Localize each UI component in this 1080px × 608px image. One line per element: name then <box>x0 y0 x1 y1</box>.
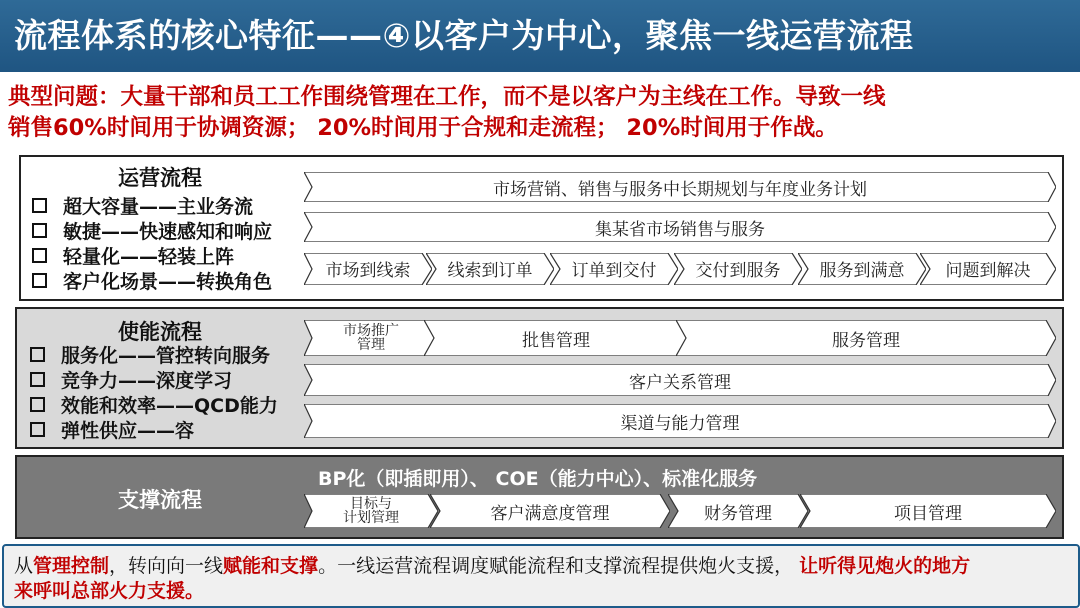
enabling-bullet: 竞争力——深度学习 <box>30 369 278 394</box>
enabling-title: 使能流程 <box>118 320 202 344</box>
chain-step: 线索到订单 <box>426 253 554 283</box>
chain-step: 订单到交付 <box>550 253 678 283</box>
enabling-bullet: 服务化——管控转向服务 <box>30 344 278 369</box>
process-service-mgmt: 服务管理 <box>676 320 1056 356</box>
checkbox-icon <box>30 422 45 437</box>
checkbox-icon <box>30 397 45 412</box>
process-project-mgmt: 项目管理 <box>800 494 1056 528</box>
support-header: BP化（即插即用）、 COE（能力中心）、标准化服务 <box>318 468 758 490</box>
operations-bullet: 超大容量——主业务流 <box>32 195 272 220</box>
chain-step: 市场到线索 <box>304 253 432 283</box>
process-wholesale: 批售管理 <box>424 320 688 356</box>
chain-step: 问题到解决 <box>920 253 1056 283</box>
page-title: 流程体系的核心特征——④以客户为中心，聚焦一线运营流程 <box>14 16 914 55</box>
enabling-bullet: 弹性供应——容 <box>30 419 278 444</box>
operations-bullet: 轻量化——轻装上阵 <box>32 245 272 270</box>
operations-title: 运营流程 <box>118 166 202 190</box>
chain-step: 交付到服务 <box>674 253 802 283</box>
process-bar-planning: 市场营销、销售与服务中长期规划与年度业务计划 <box>304 172 1056 202</box>
process-market-promotion: 市场推广 管理 <box>304 320 438 356</box>
process-bar-regional-sales: 集某省市场销售与服务 <box>304 212 1056 242</box>
checkbox-icon <box>32 248 47 263</box>
problem-line-1: 典型问题：大量干部和员工工作围绕管理在工作，而不是以客户为主线在工作。导致一线 <box>8 84 886 110</box>
enabling-bullet: 效能和效率——QCD能力 <box>30 394 278 419</box>
checkbox-icon <box>32 273 47 288</box>
checkbox-icon <box>30 347 45 362</box>
operations-bullet: 敏捷——快速感知和响应 <box>32 220 272 245</box>
problem-statement <box>8 82 1076 144</box>
chain-step: 服务到满意 <box>798 253 926 283</box>
process-customer-relations: 客户关系管理 <box>304 364 1056 396</box>
checkbox-icon <box>30 372 45 387</box>
operations-bullet: 客户化场景——转换角色 <box>32 270 272 295</box>
problem-line-2: 销售60%时间用于协调资源； 20%时间用于合规和走流程； 20%时间用于作战。 <box>8 115 838 141</box>
enabling-bullets <box>30 344 278 444</box>
operations-bullets <box>32 195 272 295</box>
checkbox-icon <box>32 198 47 213</box>
checkbox-icon <box>32 223 47 238</box>
process-target-planning: 目标与 计划管理 <box>304 494 438 528</box>
support-title: 支撑流程 <box>118 488 202 512</box>
process-finance: 财务管理 <box>668 494 808 528</box>
bottom-note: 从管理控制，转向向一线赋能和支撑。一线运营流程调度赋能流程和支撑流程提供炮火支援， 让听得见炮火的地方 来呼叫总部火力支援。 <box>2 544 1080 608</box>
process-channel-capability: 渠道与能力管理 <box>304 404 1056 438</box>
process-customer-satisfaction: 客户满意度管理 <box>430 494 670 528</box>
